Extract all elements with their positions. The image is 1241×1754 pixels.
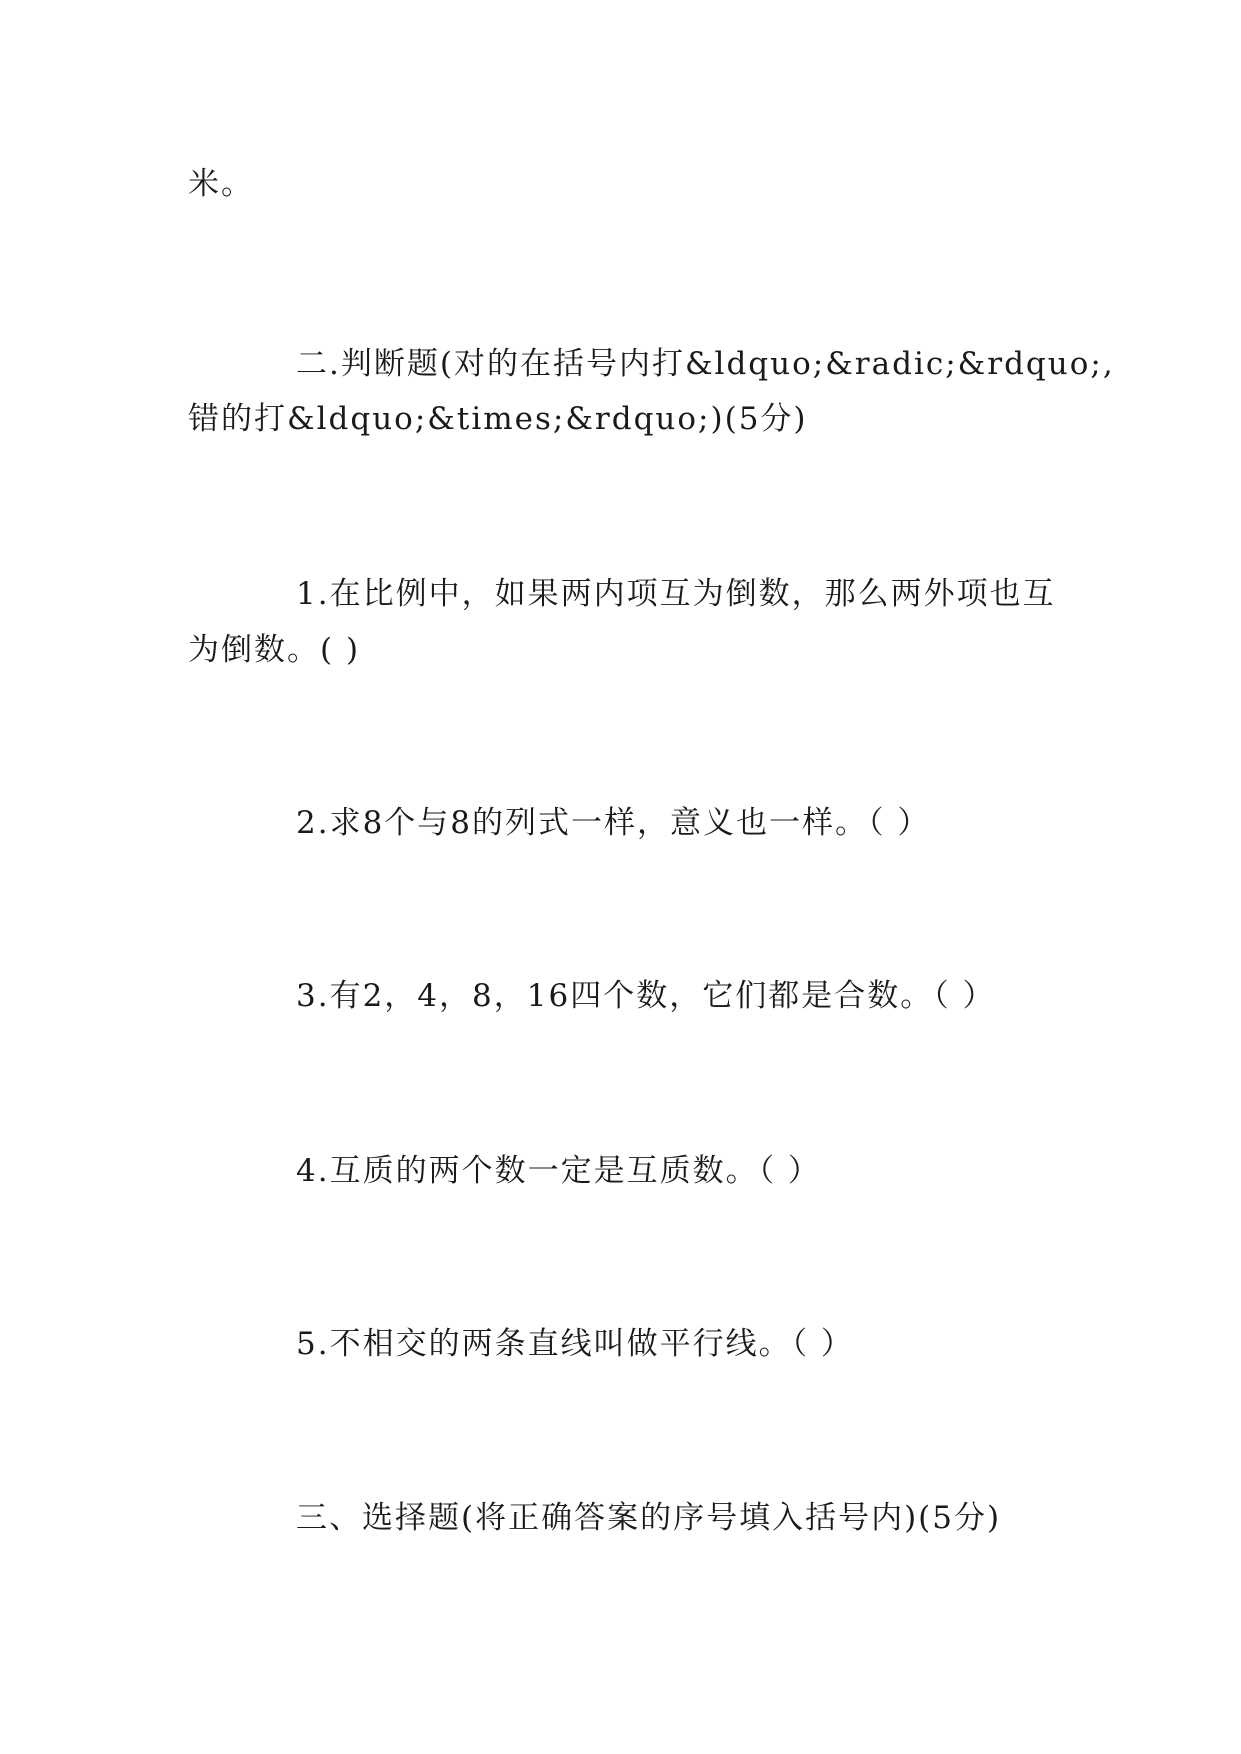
section-2-heading-line-2: 错的打&ldquo;&times;&rdquo;)(5分): [188, 401, 808, 437]
question-1-line-2: 为倒数。( ): [188, 632, 361, 668]
question-2: 2.求8个与8的列式一样，意义也一样。（ ）: [296, 805, 931, 841]
section-2-heading-line-1: 二.判断题(对的在括号内打&ldquo;&radic;&rdquo;,: [296, 346, 1115, 382]
question-4: 4.互质的两个数一定是互质数。（ ）: [296, 1153, 821, 1189]
question-3: 3.有2，4，8，16四个数，它们都是合数。（ ）: [296, 978, 996, 1014]
question-1-line-1: 1.在比例中，如果两内项互为倒数，那么两外项也互: [296, 576, 1056, 612]
continuation-text: 米。: [188, 166, 254, 202]
section-3-heading: 三、选择题(将正确答案的序号填入括号内)(5分): [296, 1500, 1002, 1536]
question-5: 5.不相交的两条直线叫做平行线。（ ）: [296, 1326, 854, 1362]
